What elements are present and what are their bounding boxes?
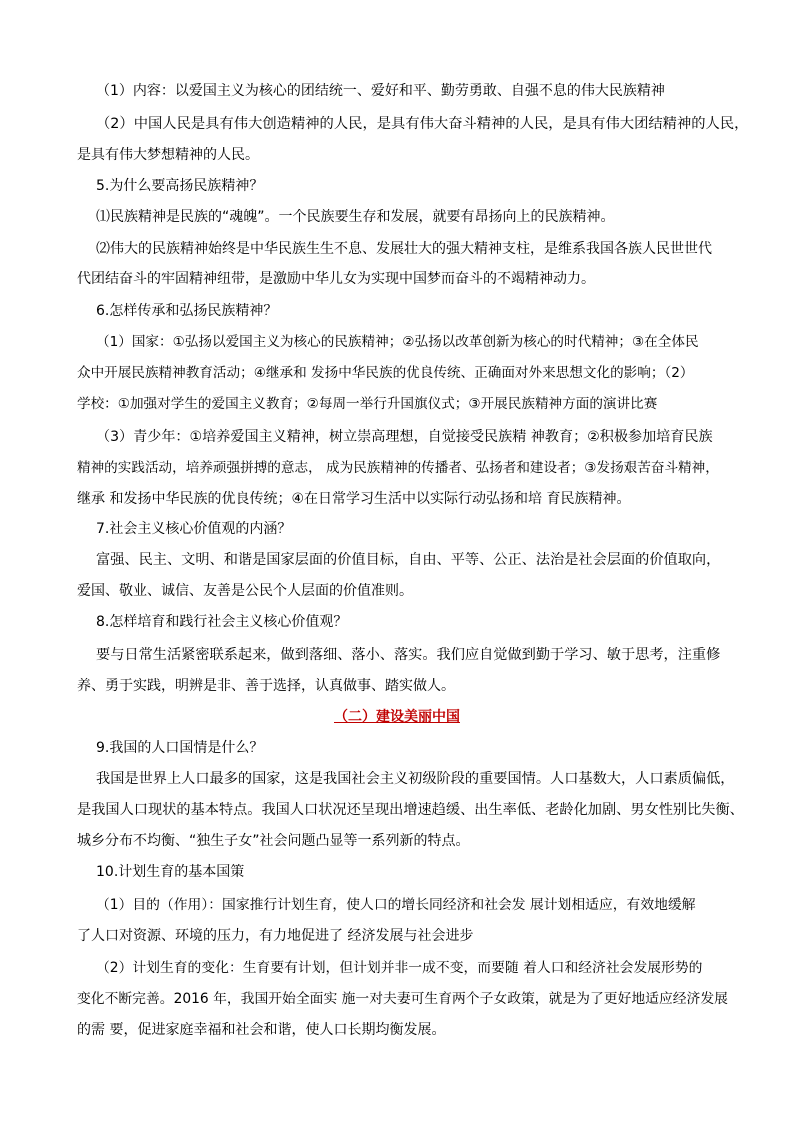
paragraph-line: 是我国人口现状的基本特点。我国人口状况还呈现出增速趋缓、出生率低、老龄化加剧、男女性别比失衡、 <box>77 802 744 818</box>
paragraph-line: 的需 要，促进家庭幸福和社会和谐，使人口长期均衡发展。 <box>77 1022 446 1038</box>
paragraph-line: 代团结奋斗的牢固精神纽带，是激励中华儿女为实现中国梦而奋斗的不竭精神动力。 <box>77 271 595 287</box>
question-heading: 9.我国的人口国情是什么？ <box>96 740 264 756</box>
paragraph-line: 养、勇于实践，明辨是非、善于选择，认真做事、踏实做人。 <box>77 678 455 694</box>
paragraph-line: 是具有伟大梦想精神的人民。 <box>77 147 259 163</box>
paragraph-line: 城乡分布不均衡、“独生子女”社会问题凸显等一系列新的特点。 <box>77 833 470 849</box>
paragraph-line: 了人口对资源、环境的压力，有力地促进了 经济发展与社会进步 <box>77 928 474 944</box>
paragraph-line: 富强、民主、文明、和谐是国家层面的价值目标，自由、平等、公正、法治是社会层面的价值取向， <box>96 552 721 568</box>
paragraph-line: （2）计划生育的变化：生育要有计划，但计划并非一成不变，而要随 着人口和经济社会发展形势的 <box>96 960 703 976</box>
paragraph-line: （1）国家：①弘扬以爱国主义为核心的民族精神；②弘扬以改革创新为核心的时代精神；③在全体民 <box>96 334 699 350</box>
paragraph-line: 要与日常生活紧密联系起来，做到落细、落小、落实。我们应自觉做到勤于学习、敏于思考，注重修 <box>96 647 721 663</box>
paragraph-line: ⑴民族精神是民族的“魂魄”。一个民族要生存和发展，就要有昂扬向上的民族精神。 <box>96 209 615 225</box>
question-heading: 6.怎样传承和弘扬民族精神？ <box>96 303 278 319</box>
paragraph-line: 我国是世界上人口最多的国家，这是我国社会主义初级阶段的重要国情。人口基数大，人口素质偏低， <box>96 771 735 787</box>
question-heading: 7.社会主义核心价值观的内涵？ <box>96 521 292 537</box>
section-title: （二）建设美丽中国 <box>334 709 460 725</box>
paragraph-line: 精神的实践活动，培养顽强拼搏的意志， 成为民族精神的传播者、弘扬者和建设者；③发扬艰苦奋斗精神， <box>77 460 719 476</box>
question-heading: 10.计划生育的基本国策 <box>96 864 245 880</box>
paragraph-line: 众中开展民族精神教育活动；④继承和 发扬中华民族的优良传统、正确面对外来思想文化的影响；（2） <box>77 365 694 381</box>
paragraph-line: 爱国、敬业、诚信、友善是公民个人层面的价值准则。 <box>77 583 413 599</box>
paragraph-line: （2）中国人民是具有伟大创造精神的人民，是具有伟大奋斗精神的人民，是具有伟大团结精神的人民， <box>96 116 749 132</box>
paragraph-line: ⑵伟大的民族精神始终是中华民族生生不息、发展壮大的强大精神支柱，是维系我国各族人民世世代 <box>96 241 712 257</box>
question-heading: 5.为什么要高扬民族精神？ <box>96 178 264 194</box>
question-heading: 8.怎样培育和践行社会主义核心价值观？ <box>96 614 348 630</box>
paragraph-line: 继承 和发扬中华民族的优良传统；④在日常学习生活中以实际行动弘扬和培 育民族精神。 <box>77 491 631 507</box>
paragraph-line: 变化不断完善。2016 年，我国开始全面实 施一对夫妻可生育两个子女政策，就是为了更好地适应经济发展 <box>77 991 728 1007</box>
paragraph-line: （1）目的（作用）：国家推行计划生育，使人口的增长同经济和社会发 展计划相适应，有效地缓解 <box>96 897 696 913</box>
paragraph-line: （3）青少年：①培养爱国主义精神，树立崇高理想，自觉接受民族精 神教育；②积极参加培育民族 <box>96 429 713 445</box>
paragraph-line: 学校：①加强对学生的爱国主义教育；②每周一举行升国旗仪式；③开展民族精神方面的演讲比赛 <box>77 396 658 412</box>
paragraph-line: （1）内容：以爱国主义为核心的团结统一、爱好和平、勤劳勇敢、自强不息的伟大民族精神 <box>96 83 665 99</box>
